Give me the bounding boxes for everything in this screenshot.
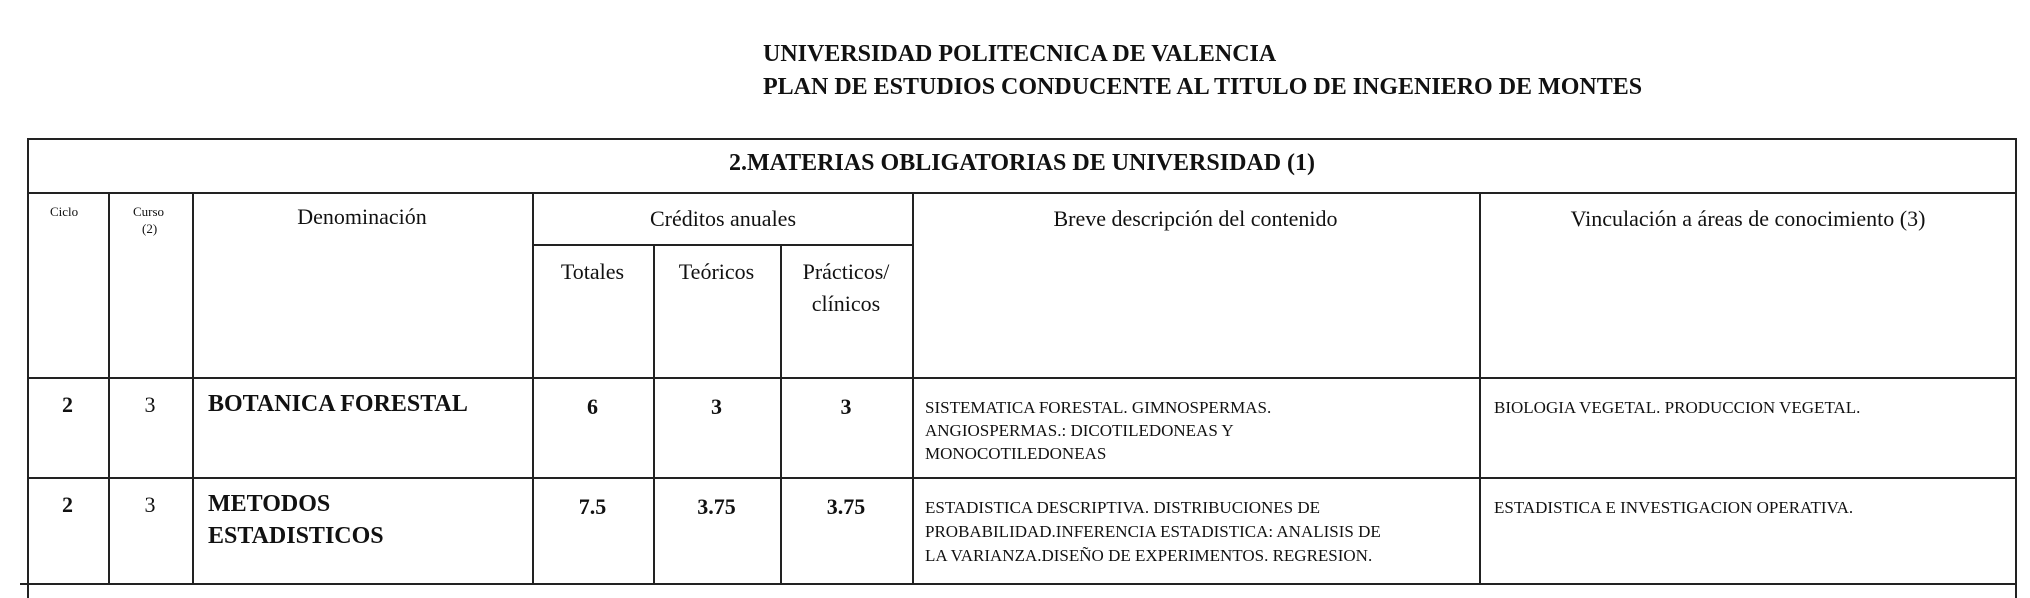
header-curso: Curso xyxy=(133,204,165,219)
header-curso-note: (2) xyxy=(142,221,158,236)
university-title: UNIVERSIDAD POLITECNICA DE VALENCIA xyxy=(763,41,1277,67)
row-divider xyxy=(27,477,2017,479)
cell-curso: 3 xyxy=(144,392,156,417)
cell-practicos: 3 xyxy=(840,394,852,419)
header-ciclo: Ciclo xyxy=(50,204,79,219)
title-divider xyxy=(27,192,2017,194)
cell-denominacion-line1: BOTANICA FORESTAL xyxy=(208,391,468,417)
cell-teoricos: 3 xyxy=(711,394,722,419)
cell-descripcion-line2: ANGIOSPERMAS.: DICOTILEDONEAS Y xyxy=(925,421,1234,440)
col-divider-denominacion xyxy=(532,193,534,583)
cell-vinculacion: BIOLOGIA VEGETAL. PRODUCCION VEGETAL. xyxy=(1494,398,1861,417)
cell-denominacion-line1: METODOS xyxy=(208,491,331,517)
table-title: 2.MATERIAS OBLIGATORIAS DE UNIVERSIDAD (1) xyxy=(728,150,1316,176)
cell-ciclo: 2 xyxy=(62,392,73,417)
header-practicos-line2: clínicos xyxy=(811,291,881,316)
cell-teoricos: 3.75 xyxy=(697,494,736,519)
col-divider-practicos xyxy=(912,193,914,583)
document-header xyxy=(763,38,1642,104)
cell-totales: 7.5 xyxy=(578,494,607,519)
cell-descripcion-line1: ESTADISTICA DESCRIPTIVA. DISTRIBUCIONES DE xyxy=(925,498,1321,517)
header-descripcion: Breve descripción del contenido xyxy=(1053,206,1338,231)
credits-subheader-divider xyxy=(532,244,914,246)
header-teoricos: Teóricos xyxy=(678,259,755,284)
table-bottom-line xyxy=(20,583,2017,585)
col-divider-descripcion xyxy=(1479,193,1481,583)
cell-descripcion-line3: MONOCOTILEDONEAS xyxy=(925,444,1107,463)
header-vinculacion: Vinculación a áreas de conocimiento (3) xyxy=(1570,206,1926,231)
cell-totales: 6 xyxy=(587,394,598,419)
header-totales: Totales xyxy=(560,259,625,284)
header-bottom-divider xyxy=(27,377,2017,379)
cell-practicos: 3.75 xyxy=(826,494,866,519)
cell-descripcion-line1: SISTEMATICA FORESTAL. GIMNOSPERMAS. xyxy=(925,398,1272,417)
cell-descripcion-line3: LA VARIANZA.DISEÑO DE EXPERIMENTOS. REGRESION. xyxy=(925,546,1373,565)
cell-curso: 3 xyxy=(144,492,156,517)
plan-title: PLAN DE ESTUDIOS CONDUCENTE AL TITULO DE INGENIERO DE MONTES xyxy=(763,74,1643,100)
cell-descripcion-line2: PROBABILIDAD.INFERENCIA ESTADISTICA: ANALISIS DE xyxy=(925,522,1381,541)
header-creditos-anuales: Créditos anuales xyxy=(649,206,797,231)
col-divider-ciclo xyxy=(108,193,110,583)
cell-denominacion-line2: ESTADISTICOS xyxy=(208,523,384,549)
cell-vinculacion: ESTADISTICA E INVESTIGACION OPERATIVA. xyxy=(1494,498,1854,517)
cell-ciclo: 2 xyxy=(62,492,73,517)
header-denominacion: Denominación xyxy=(297,204,427,229)
col-divider-curso xyxy=(192,193,194,583)
header-practicos-line1: Prácticos/ xyxy=(802,259,890,284)
